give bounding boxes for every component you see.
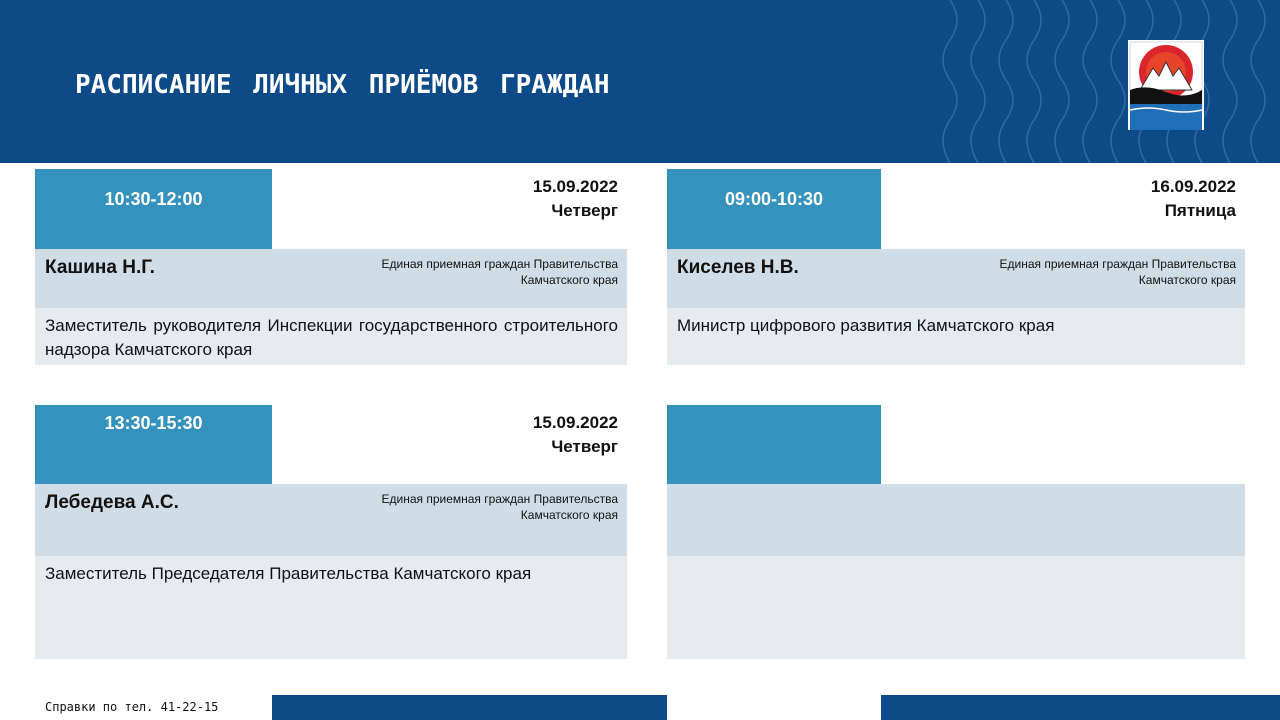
official-name: Лебедева А.С. xyxy=(45,492,179,513)
weekday: Пятница xyxy=(1164,201,1236,220)
schedule-card-3 xyxy=(35,405,627,659)
footer-bar-left xyxy=(272,695,667,720)
date: 16.09.2022 xyxy=(1150,177,1236,196)
position-row xyxy=(667,556,1245,659)
date-block xyxy=(1151,175,1236,223)
official-name: Кашина Н.Г. xyxy=(45,257,155,278)
name-row xyxy=(667,249,1245,308)
time-slot: 13:30-15:30 xyxy=(35,405,272,485)
header-banner xyxy=(0,0,1280,163)
time-slot: 09:00-10:30 xyxy=(667,169,881,249)
organization: Единая приемная граждан Правительства Камчатского края xyxy=(381,257,618,287)
time-slot: 10:30-12:00 xyxy=(35,169,272,249)
date: 15.09.2022 xyxy=(532,413,618,432)
schedule-card-4 xyxy=(667,405,1245,659)
position-row xyxy=(35,308,627,365)
name-row xyxy=(35,249,627,308)
date: 15.09.2022 xyxy=(532,177,618,196)
name-row xyxy=(667,484,1245,556)
date-block xyxy=(533,411,618,459)
schedule-card-2 xyxy=(667,169,1245,365)
organization: Единая приемная граждан Правительства Камчатского края xyxy=(381,492,618,522)
official-name: Киселев Н.В. xyxy=(677,257,799,278)
official-position: Заместитель руководителя Инспекции государственного строительного надзора Камчатского края xyxy=(45,316,618,359)
wave-pattern-decoration xyxy=(920,0,1280,163)
schedule-card-1 xyxy=(35,169,627,365)
position-row xyxy=(35,556,627,659)
date-block xyxy=(533,175,618,223)
kamchatka-coat-of-arms-icon xyxy=(1126,38,1206,132)
page-title: РАСПИСАНИЕ ЛИЧНЫХ ПРИЁМОВ ГРАЖДАН xyxy=(75,70,610,100)
official-position: Заместитель Председателя Правительства Камчатского края xyxy=(45,564,532,583)
weekday: Четверг xyxy=(551,437,618,456)
time-slot xyxy=(667,405,881,484)
weekday: Четверг xyxy=(551,201,618,220)
position-row xyxy=(667,308,1245,365)
footer-bar-right xyxy=(881,695,1280,720)
name-row xyxy=(35,484,627,556)
organization: Единая приемная граждан Правительства Камчатского края xyxy=(999,257,1236,287)
phone-info: Справки по тел. 41-22-15 xyxy=(35,695,272,720)
official-position: Министр цифрового развития Камчатского края xyxy=(677,316,1055,335)
